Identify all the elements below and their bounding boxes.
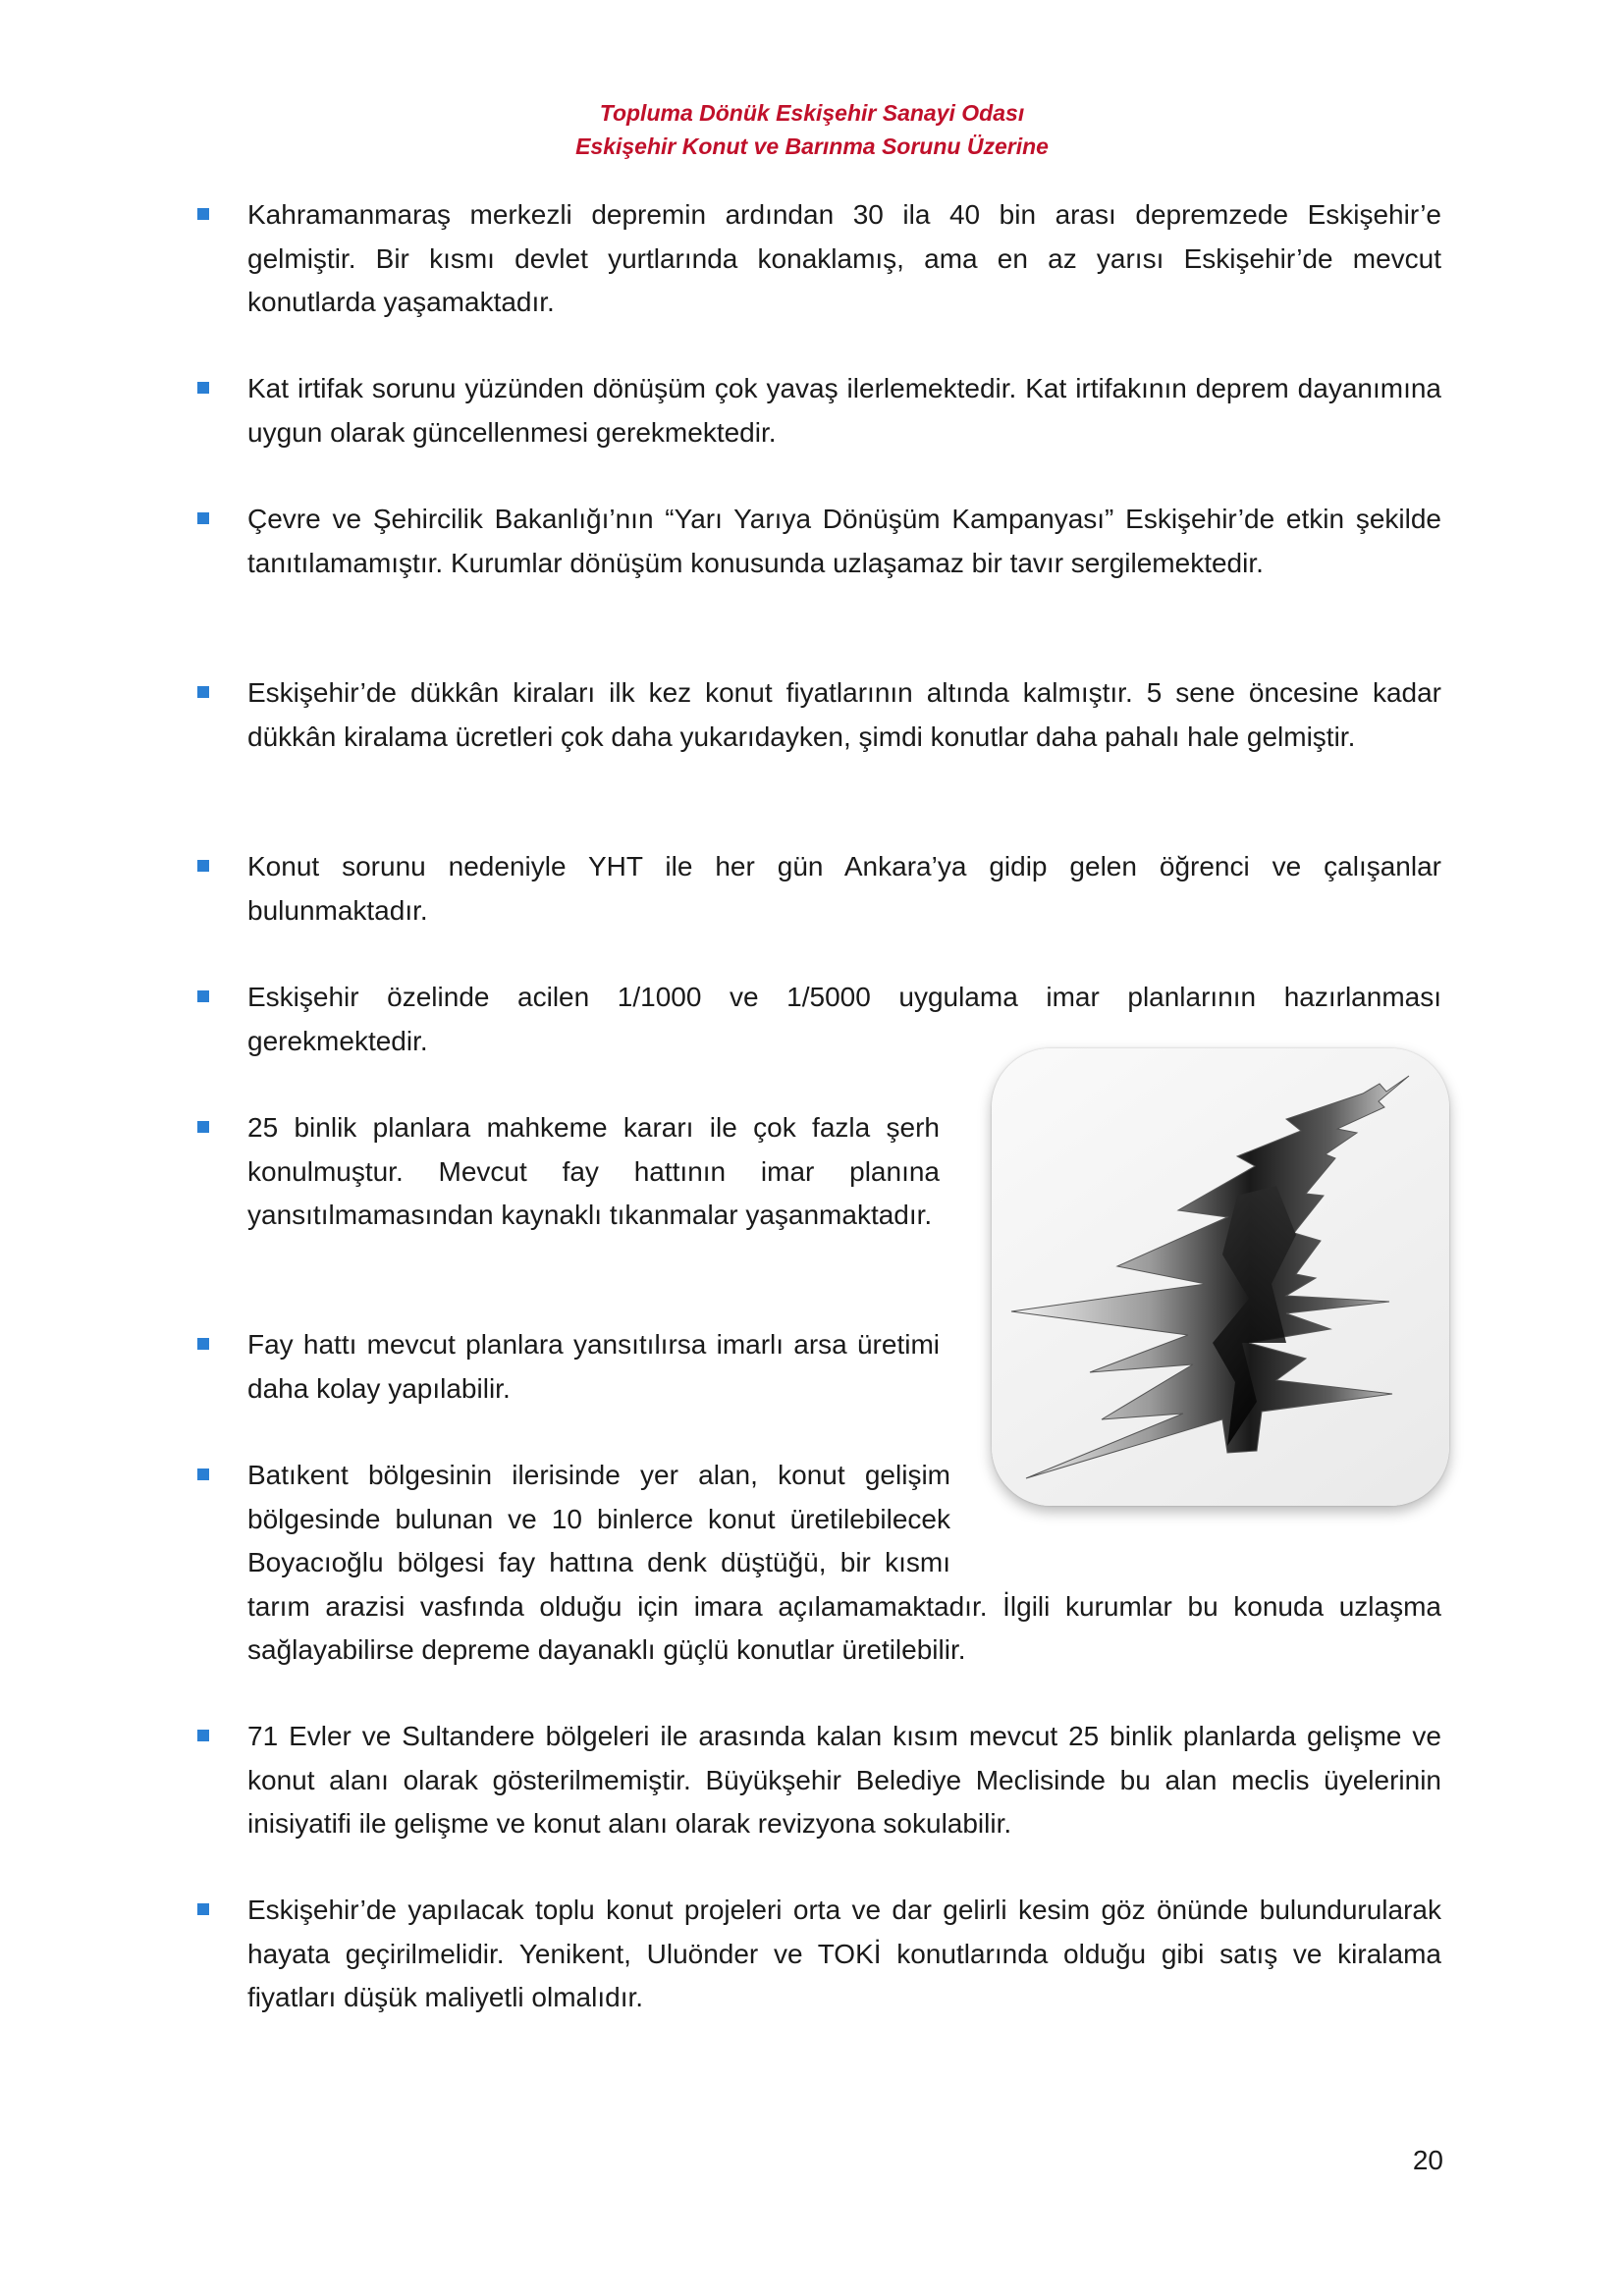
bullet-item xyxy=(247,1323,940,1411)
bullet-square-icon xyxy=(197,990,209,1002)
bullet-text: Kahramanmaraş merkezli depremin ardından 30 ila 40 bin arası depremzede Eskişehir’e gelmiştir. Bir kısmı devlet yurtlarında konaklamış, ama en az yarısı Eskişehir’de mevcut konutlarda yaşamaktadır. xyxy=(247,199,1441,317)
bullet-item xyxy=(247,498,1441,585)
bullet-item xyxy=(247,193,1441,325)
bullet-text: Eskişehir’de dükkân kiraları ilk kez konut fiyatlarının altında kalmıştır. 5 sene öncesine kadar dükkân kiralama ücretleri çok daha yukarıdayken, şimdi konutlar daha pahalı hale gelmiştir. xyxy=(247,677,1441,752)
header-line-1: Topluma Dönük Eskişehir Sanayi Odası xyxy=(599,100,1025,126)
bullet-text: Kat irtifak sorunu yüzünden dönüşüm çok yavaş ilerlemektedir. Kat irtifakının deprem dayanımına uygun olarak güncellenmesi gerekmektedir. xyxy=(247,373,1441,448)
bullet-square-icon xyxy=(197,1903,209,1915)
bullet-square-icon xyxy=(197,512,209,524)
page-number: 20 xyxy=(1412,2145,1443,2175)
bullet-item xyxy=(247,845,1441,933)
bullet-square-icon xyxy=(197,686,209,698)
bullet-item xyxy=(247,1106,940,1238)
bullet-square-icon xyxy=(197,860,209,872)
bullet-item xyxy=(247,1889,1441,2020)
bullet-square-icon xyxy=(197,1121,209,1133)
bullet-square-icon xyxy=(197,1468,209,1480)
page-header xyxy=(0,96,1624,163)
header-line-2: Eskişehir Konut ve Barınma Sorunu Üzerine xyxy=(575,133,1049,159)
bullet-text: Batıkent bölgesinin ilerisinde yer alan, konut gelişim bölgesinde bulunan ve 10 binlerce konut üretilebilecek Boyacıoğlu bölgesi fay hattına denk düştüğü, bir kısmı tarım arazisi vasfında olduğu için imara açılamamaktadır. İlgili kurumlar bu konuda uzlaşma sağlayabilirse depreme dayanaklı güçlü konutlar üretilebilir. xyxy=(247,1460,1441,1665)
bullet-text: Eskişehir özelinde acilen 1/1000 ve 1/5000 uygulama imar planlarının hazırlanması gerekmektedir. xyxy=(247,982,1441,1056)
bullet-text: 71 Evler ve Sultandere bölgeleri ile arasında kalan kısım mevcut 25 binlik planlarda gelişme ve konut alanı olarak gösterilmemiştir. Büyükşehir Belediye Meclisinde bu alan meclis üyelerinin inisiyatifi ile gelişme ve konut alanı olarak revizyona sokulabilir. xyxy=(247,1721,1441,1839)
bullet-item xyxy=(247,367,1441,454)
bullet-square-icon xyxy=(197,208,209,220)
bullet-text: Çevre ve Şehircilik Bakanlığı’nın “Yarı Yarıya Dönüşüm Kampanyası” Eskişehir’de etkin şekilde tanıtılamamıştır. Kurumlar dönüşüm konusunda uzlaşamaz bir tavır sergilemektedir. xyxy=(247,504,1441,578)
bullet-text: Konut sorunu nedeniyle YHT ile her gün Ankara’ya gidip gelen öğrenci ve çalışanlar bulunmaktadır. xyxy=(247,851,1441,926)
bullet-text: Fay hattı mevcut planlara yansıtılırsa imarlı arsa üretimi daha kolay yapılabilir. xyxy=(247,1329,940,1404)
bullet-item xyxy=(247,1715,1441,1846)
bullet-text: 25 binlik planlara mahkeme kararı ile çok fazla şerh konulmuştur. Mevcut fay hattının imar planına yansıtılmamasından kaynaklı tıkanmalar yaşanmaktadır. xyxy=(247,1112,940,1230)
earthquake-crack-icon xyxy=(992,1048,1449,1506)
bullet-square-icon xyxy=(197,1730,209,1741)
bullet-square-icon xyxy=(197,382,209,394)
bullet-square-icon xyxy=(197,1338,209,1350)
bullet-item xyxy=(247,671,1441,759)
bullet-text: Eskişehir’de yapılacak toplu konut projeleri orta ve dar gelirli kesim göz önünde bulundurularak hayata geçirilmelidir. Yenikent, Uluönder ve TOKİ konutlarında olduğu gibi satış ve kiralama fiyatları düşük maliyetli olmalıdır. xyxy=(247,1895,1441,2012)
